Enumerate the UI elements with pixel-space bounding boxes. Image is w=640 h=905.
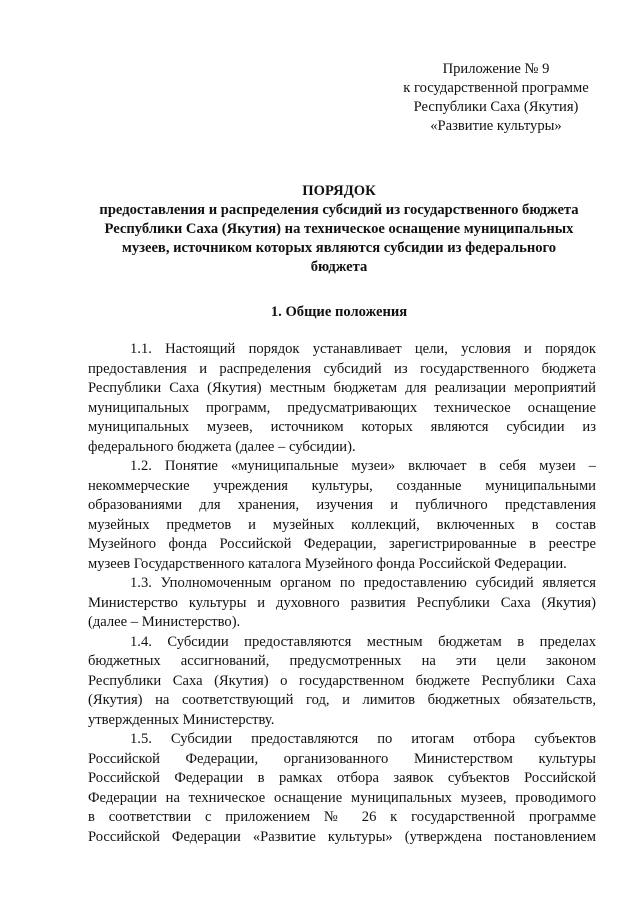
paragraph: [88, 340, 596, 457]
appendix-header: [380, 60, 612, 136]
title-line: музеев, источником которых являются субсидии из федерального: [121, 240, 557, 256]
paragraph-line: 1.1. Настоящий порядок устанавливает цели, условия и порядок: [130, 341, 596, 357]
paragraph-line: некоммерческие учреждения культуры, созданные муниципальными: [88, 477, 596, 494]
paragraph-line: 1.4. Субсидии предоставляются местным бюджетам в пределах: [130, 633, 596, 650]
appendix-line: «Развитие культуры»: [430, 118, 562, 134]
document-title: [86, 182, 592, 277]
paragraph-line: Музейного фонда Российской Федерации, зарегистрированные в реестре: [88, 536, 596, 552]
paragraph-line: образованиями для хранения, изучения и публичного представления: [88, 497, 596, 513]
paragraph-line: муниципальных программ, предусматривающих техническое оснащение: [88, 399, 596, 416]
paragraph-line: Российской Федерации «Развитие культуры» (утверждена постановлением: [88, 828, 596, 845]
paragraph-line: 1.2. Понятие «муниципальные музеи» включает в себя музеи –: [130, 458, 596, 474]
paragraph: [88, 633, 596, 731]
paragraph-line: Республики Саха (Якутия) о государственном бюджете Республики Саха: [88, 672, 596, 689]
paragraph-line: Российской Федерации, организованного Министерством культуры: [88, 750, 596, 767]
appendix-line: Республики Саха (Якутия): [413, 99, 579, 115]
paragraph-line: в соответствии с приложением № 26 к государственной программе: [88, 809, 596, 825]
paragraph-line: 1.3. Уполномоченным органом по предоставлению субсидий является: [130, 575, 596, 591]
paragraph-line: 1.5. Субсидии предоставляются по итогам отбора субъектов: [130, 731, 596, 747]
title-line: предоставления и распределения субсидий из государственного бюджета: [99, 202, 579, 218]
section-heading: 1. Общие положения: [270, 304, 408, 320]
title-line: бюджета: [310, 259, 368, 275]
paragraph: [88, 730, 596, 847]
paragraph-line: федерального бюджета (далее – субсидии).: [88, 438, 356, 455]
paragraph-line: утвержденных Министерству.: [88, 711, 275, 728]
paragraph-line: бюджетных ассигнований, предусмотренных на эти цели законом: [88, 653, 596, 669]
body-text: [88, 340, 596, 847]
title-line: Республики Саха (Якутия) на техническое оснащение муниципальных: [104, 221, 574, 237]
paragraph-line: Республики Саха (Якутия) местным бюджетам для реализации мероприятий: [88, 380, 596, 396]
paragraph-line: музеев Государственного каталога Музейного фонда Российской Федерации.: [88, 555, 567, 572]
paragraph-line: (далее – Министерство).: [88, 614, 241, 630]
title-main: ПОРЯДОК: [302, 183, 376, 199]
paragraph-line: Федерации на техническое оснащение муниципальных музеев, проводимого: [88, 789, 596, 806]
paragraph-line: музейных предметов и музейных коллекций, включенных в состав: [88, 516, 596, 533]
paragraph-line: Министерство культуры и духовного развития Республики Саха (Якутия): [88, 594, 596, 611]
paragraph-line: (Якутия) на соответствующий год, и лимитов бюджетных обязательств,: [88, 692, 596, 708]
paragraph: [88, 457, 596, 574]
paragraph: [88, 574, 596, 633]
paragraph-line: Российской Федерации в рамках отбора заявок субъектов Российской: [88, 770, 596, 786]
appendix-line: Приложение № 9: [442, 61, 550, 77]
paragraph-line: муниципальных музеев, источником которых являются субсидии из: [88, 419, 596, 435]
appendix-line: к государственной программе: [403, 80, 589, 96]
paragraph-line: предоставления и распределения субсидий из государственного бюджета: [88, 360, 596, 377]
